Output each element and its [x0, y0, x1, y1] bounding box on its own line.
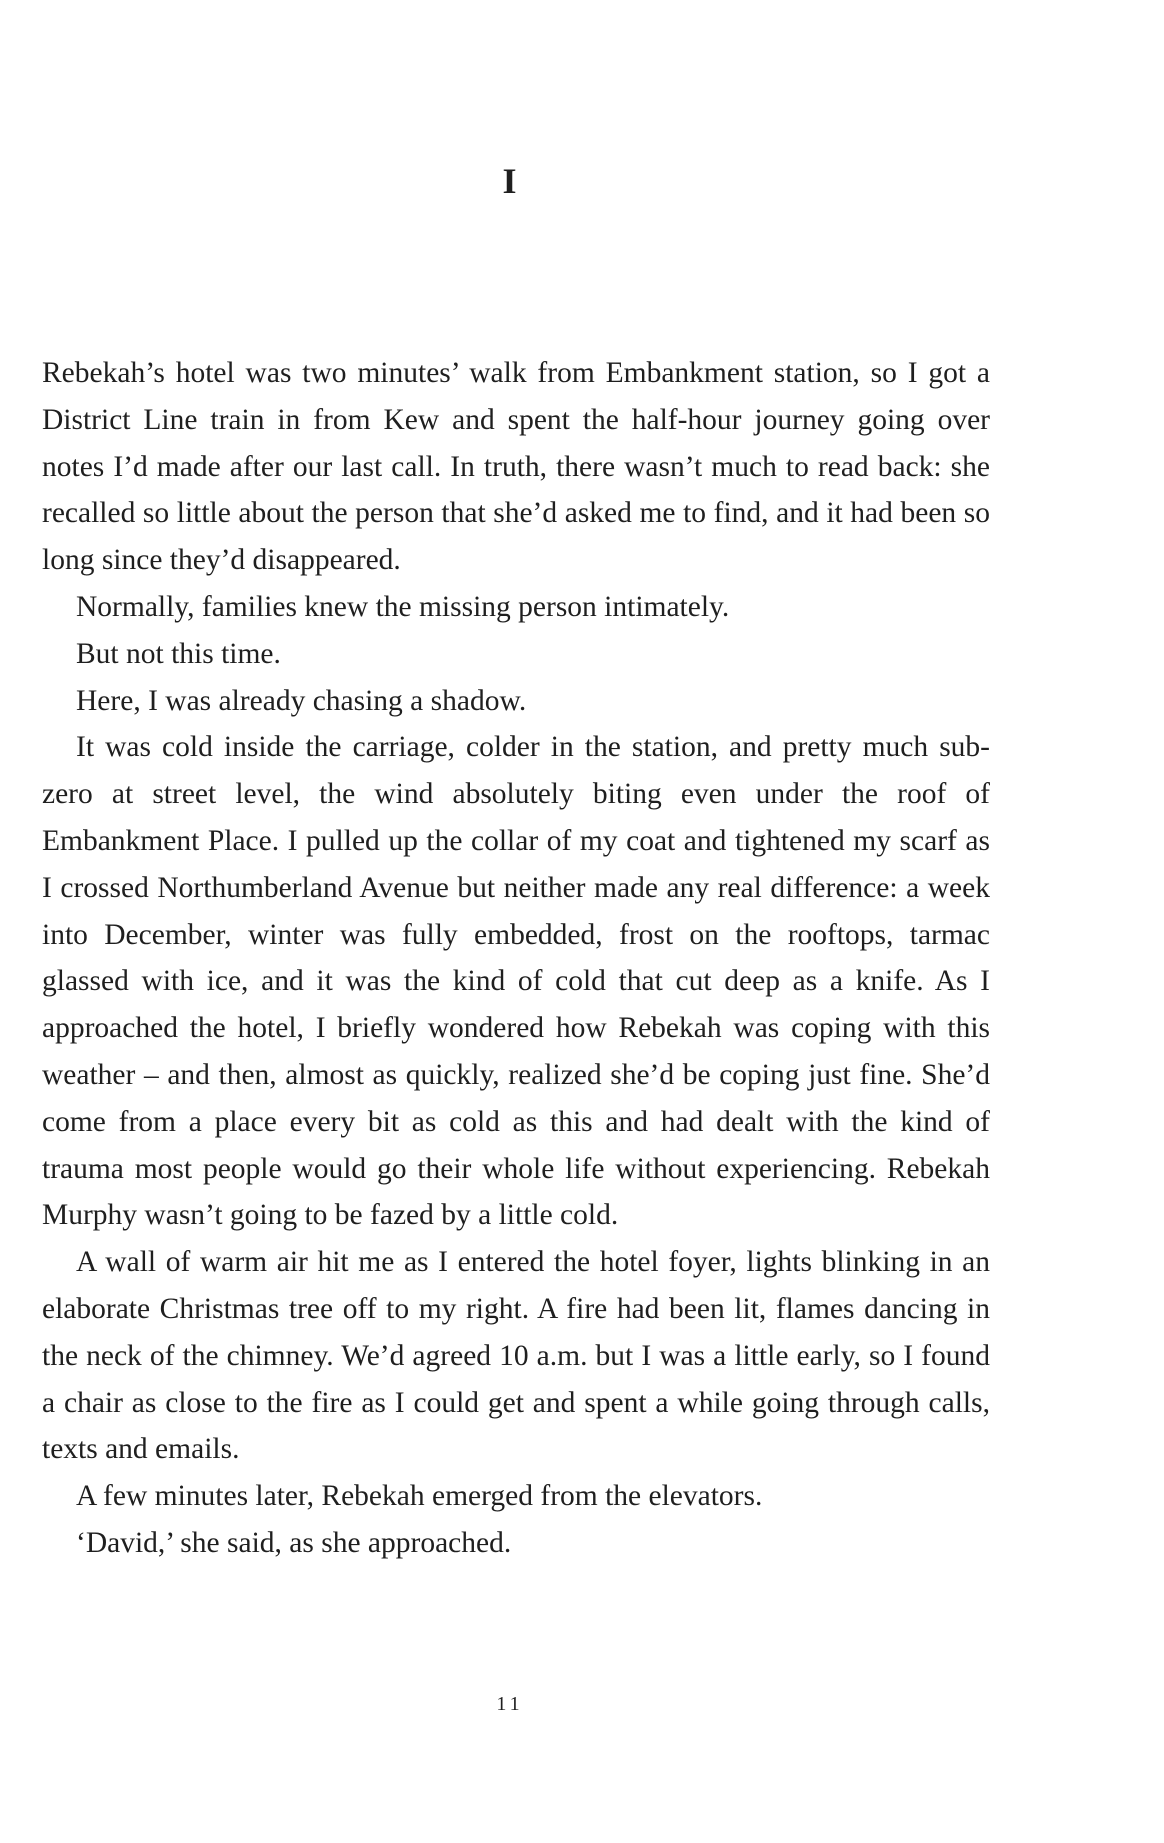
- paragraph-3: But not this time.: [76, 637, 281, 670]
- paragraph-2: Normally, families knew the missing person intimately.: [76, 590, 730, 623]
- paragraph-7: A few minutes later, Rebekah emerged from the elevators.: [76, 1480, 763, 1513]
- paragraph-5: It was cold inside the carriage, colder in the station, and pretty much sub-zero at street level, the wind absolutely biting even under the roof of Embankment Place. I pulled up the collar of my coat and tightened my scarf as I crossed Northumberland Avenue but neither made any real difference: a week into December, winter was fully embedded, frost on the rooftops, tarmac glassed with ice, and it was the kind of cold that cut deep as a knife. As I approached the hotel, I briefly wondered how Rebekah was coping with this weather – and then, almost as quickly, realized she’d be coping just fine. She’d come from a place every bit as cold as this and had dealt with the kind of trauma most people would go their whole life without experiencing. Rebekah Murphy wasn’t going to be fazed by a little cold.: [42, 731, 990, 1232]
- paragraph-4: Here, I was already chasing a shadow.: [76, 684, 527, 717]
- paragraph-6: A wall of warm air hit me as I entered the hotel foyer, lights blinking in an elaborate Christmas tree off to my right. A fire had been lit, flames dancing in the neck of the chimney. We’d agreed 10 a.m. but I was a little early, so I found a chair as close to the fire as I could get and spent a while going through calls, texts and emails.: [42, 1246, 990, 1466]
- paragraph-8: ‘David,’ she said, as she approached.: [76, 1526, 512, 1559]
- paragraph-1: Rebekah’s hotel was two minutes’ walk from Embankment station, so I got a District Line train in from Kew and spent the half-hour journey going over notes I’d made after our last call. In truth, there wasn’t much to read back: she recalled so little about the person that she’d asked me to find, and it had been so long since they’d disappeared.: [42, 357, 990, 577]
- page-number: 11: [496, 1693, 524, 1715]
- body-text: [42, 350, 990, 1567]
- chapter-number: I: [502, 161, 518, 201]
